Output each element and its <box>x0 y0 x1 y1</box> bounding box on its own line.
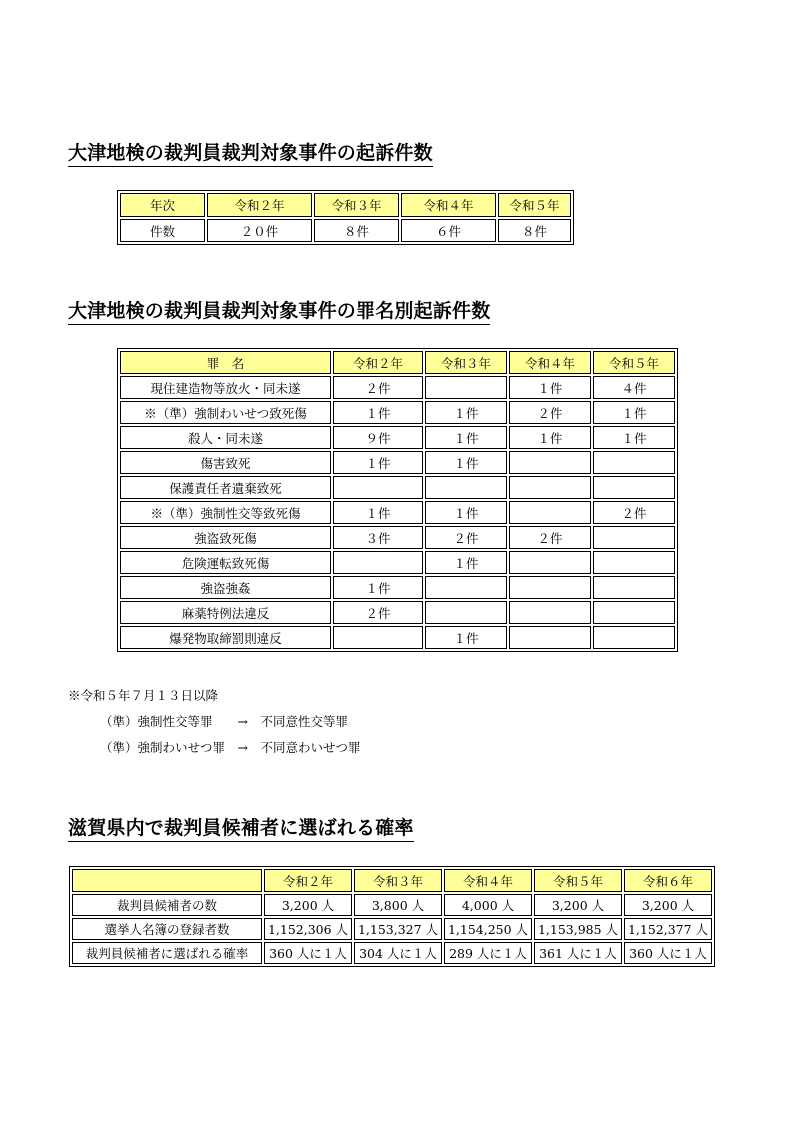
row-label-cell: 選挙人名簿の登録者数 <box>72 918 262 940</box>
table-row <box>72 894 712 916</box>
section2-table <box>117 348 678 652</box>
table-cell: １件 <box>509 376 591 399</box>
header-cell <box>72 869 262 892</box>
header-cell: 令和２年 <box>207 193 312 217</box>
table-cell: 360 人に１人 <box>264 942 352 964</box>
table-cell: １件 <box>425 451 507 474</box>
table-cell: ２件 <box>593 501 675 524</box>
table-cell: １件 <box>425 551 507 574</box>
section3-title: 滋賀県内で裁判員候補者に選ばれる確率 <box>68 816 414 842</box>
table-cell: 1,153,327 人 <box>354 918 442 940</box>
table-cell: 1,152,306 人 <box>264 918 352 940</box>
header-cell: 令和４年 <box>444 869 532 892</box>
row-label-cell: 麻薬特例法違反 <box>120 601 331 624</box>
table-cell: 3,800 人 <box>354 894 442 916</box>
table-row <box>120 551 675 574</box>
table-cell: 1,153,985 人 <box>534 918 622 940</box>
table-cell <box>509 601 591 624</box>
header-cell: 令和５年 <box>593 351 675 374</box>
note-line-2: （準）強制性交等罪 → 不同意性交等罪 <box>100 714 348 729</box>
table-cell <box>333 551 423 574</box>
table-cell <box>593 476 675 499</box>
table-cell: １件 <box>593 426 675 449</box>
row-label-cell: 爆発物取締罰則違反 <box>120 626 331 649</box>
section1-table <box>117 190 574 245</box>
table-row <box>120 476 675 499</box>
table-cell: 289 人に１人 <box>444 942 532 964</box>
table-cell: １件 <box>593 401 675 424</box>
table-cell: ４件 <box>593 376 675 399</box>
header-cell: 令和３年 <box>354 869 442 892</box>
table-cell <box>509 576 591 599</box>
table-cell: ８件 <box>314 219 399 242</box>
section1-title: 大津地検の裁判員裁判対象事件の起訴件数 <box>68 141 433 167</box>
header-cell: 令和３年 <box>314 193 399 217</box>
table-cell: １件 <box>425 501 507 524</box>
table-cell: 360 人に１人 <box>624 942 712 964</box>
header-cell: 令和４年 <box>401 193 496 217</box>
table-cell: ６件 <box>401 219 496 242</box>
table-cell <box>425 601 507 624</box>
table-cell <box>333 476 423 499</box>
table-cell: １件 <box>333 451 423 474</box>
table-cell: ２件 <box>333 376 423 399</box>
table-cell: 3,200 人 <box>624 894 712 916</box>
row-label-cell: 強盗致死傷 <box>120 526 331 549</box>
row-label-cell: 殺人・同未遂 <box>120 426 331 449</box>
table-cell: ２件 <box>509 526 591 549</box>
table-row <box>120 451 675 474</box>
note-line-3: （準）強制わいせつ罪 → 不同意わいせつ罪 <box>100 740 361 755</box>
row-label-cell: 強盗強姦 <box>120 576 331 599</box>
table-cell <box>509 476 591 499</box>
table-cell: ３件 <box>333 526 423 549</box>
table-cell: 3,200 人 <box>264 894 352 916</box>
table-cell: １件 <box>333 501 423 524</box>
table-row <box>120 626 675 649</box>
header-cell: 年次 <box>120 193 205 217</box>
table-cell: 1,152,377 人 <box>624 918 712 940</box>
section3-table <box>69 866 715 967</box>
table-row <box>120 401 675 424</box>
table-row <box>120 526 675 549</box>
table-cell: 件数 <box>120 219 205 242</box>
table-row <box>72 918 712 940</box>
table-row <box>120 501 675 524</box>
table-cell: 3,200 人 <box>534 894 622 916</box>
table-row <box>120 376 675 399</box>
table-cell <box>425 476 507 499</box>
table-cell <box>593 551 675 574</box>
table-cell <box>509 626 591 649</box>
table-cell <box>593 601 675 624</box>
table-cell: 4,000 人 <box>444 894 532 916</box>
table-cell <box>333 626 423 649</box>
table-cell: ２件 <box>333 601 423 624</box>
table-cell: １件 <box>333 401 423 424</box>
row-label-cell: 裁判員候補者に選ばれる確率 <box>72 942 262 964</box>
table-cell: ９件 <box>333 426 423 449</box>
table-cell <box>593 451 675 474</box>
row-label-cell: 現住建造物等放火・同未遂 <box>120 376 331 399</box>
header-cell: 令和６年 <box>624 869 712 892</box>
table-cell <box>509 551 591 574</box>
table-cell <box>425 376 507 399</box>
row-label-cell: 危険運転致死傷 <box>120 551 331 574</box>
table-cell <box>425 576 507 599</box>
table-cell: ２件 <box>425 526 507 549</box>
header-cell: 令和２年 <box>264 869 352 892</box>
table-cell <box>593 626 675 649</box>
section2-title: 大津地検の裁判員裁判対象事件の罪名別起訴件数 <box>68 299 490 325</box>
table-cell: １件 <box>509 426 591 449</box>
table-row <box>120 426 675 449</box>
table-row <box>120 576 675 599</box>
table-cell <box>509 451 591 474</box>
header-cell: 令和５年 <box>498 193 571 217</box>
table-cell: １件 <box>333 576 423 599</box>
row-label-cell: ※（準）強制性交等致死傷 <box>120 501 331 524</box>
note-line-1: ※令和５年７月１３日以降 <box>68 688 219 703</box>
table-cell: 361 人に１人 <box>534 942 622 964</box>
table-cell: １件 <box>425 626 507 649</box>
table-cell: ８件 <box>498 219 571 242</box>
table-cell: ２０件 <box>207 219 312 242</box>
table-cell: １件 <box>425 426 507 449</box>
row-label-cell: ※（準）強制わいせつ致死傷 <box>120 401 331 424</box>
table-cell <box>593 576 675 599</box>
header-cell: 令和２年 <box>333 351 423 374</box>
table-cell <box>509 501 591 524</box>
header-cell: 令和３年 <box>425 351 507 374</box>
header-cell: 令和５年 <box>534 869 622 892</box>
table-cell: 304 人に１人 <box>354 942 442 964</box>
header-cell: 令和４年 <box>509 351 591 374</box>
table-cell: ２件 <box>509 401 591 424</box>
table-cell <box>593 526 675 549</box>
header-cell: 罪 名 <box>120 351 331 374</box>
row-label-cell: 保護責任者遺棄致死 <box>120 476 331 499</box>
table-cell: １件 <box>425 401 507 424</box>
table-cell: 1,154,250 人 <box>444 918 532 940</box>
row-label-cell: 裁判員候補者の数 <box>72 894 262 916</box>
table-row <box>72 942 712 964</box>
row-label-cell: 傷害致死 <box>120 451 331 474</box>
table-row <box>120 601 675 624</box>
